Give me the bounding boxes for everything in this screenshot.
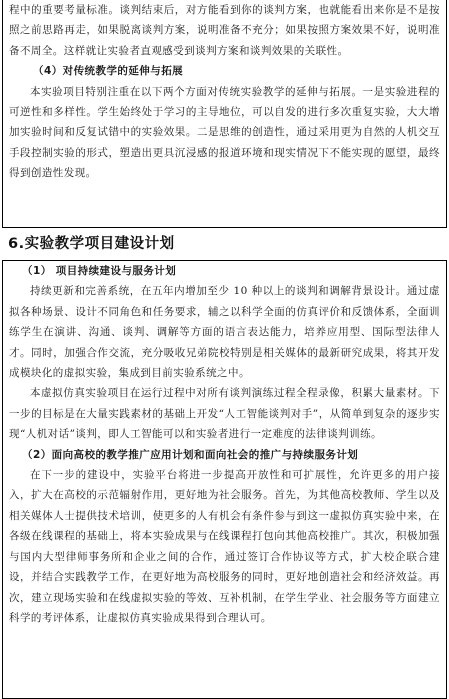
subheading-continuous-construction: （1） 项目持续建设与服务计划: [22, 265, 177, 277]
section-title: 6.实验教学项目建设计划: [8, 236, 175, 252]
bottom-content-box: [2, 260, 447, 699]
paragraph-system-update: 持续更新和完善系统，在五年内增加至少 10 种以上的谈判和调解背景设计。通过虚拟各种场景、设计不同角色和任务要求，辅之以科学全面的仿真评价和反馈体系，全面训练学生在演讲、沟通、谈判、调解等方面的语言表达能力，培养应用型、国际型法律人才。同时，加强合作交流，充分吸收兄弟院校特别是相关媒体的最新研究成果，将其开发成模块化的虚拟实验，集成到目前实验系统之中。: [9, 285, 440, 380]
top-content-box: [2, 0, 447, 228]
paragraph-ai-opponent: 本虚拟仿真实验项目在运行过程中对所有谈判演练过程全程录像，积累大量素材。下一步的目标是在大量实践素材的基础上开发“人工智能谈判对手”，从简单到复杂的逐步实现“人机对话”谈判，即人工智能可以和实验者进行一定难度的法律谈判训练。: [9, 387, 440, 441]
subheading-extension: （4）对传统教学的延伸与拓展: [33, 65, 184, 78]
paragraph-extension: 本实验项目特别注重在以下两个方面对传统实验教学的延伸与拓展。一是实验进程的可逆性和多样性。学生始终处于学习的主导地位，可以自发的进行多次重复实验，大大增加实验时间和反复试错中的实验效果。二是思维的创造性，通过采用更为自然的人机交互手段控制实验的形式，塑造出更具沉浸感的报道环境和现实情况下不能实现的愿望，最终得到创造性发现。: [9, 85, 440, 180]
subheading-promotion-plan: （2）面向高校的教学推广应用计划和面向社会的推广与持续服务计划: [22, 448, 359, 461]
paragraph-negotiation-evaluation: 程中的重要考量标准。谈判结束后，对方能看到你的谈判方案，也就能看出来你是不是按照之前思路再走，如果脱离谈判方案，说明准备不充分；如果按照方案效果不好，说明准备不周全。这样就让实验者直观感受到谈判方案和谈判效果的关联性。: [9, 4, 440, 57]
paragraph-promotion: 在下一步的建设中，实验平台将进一步提高开放性和可扩展性，允许更多的用户接入，扩大在高校的示范辐射作用，更好地为社会服务。首先，为其他高校教师、学生以及相关媒体人士提供技术培训，使更多的人有机会有条件参与到这一虚拟仿真实验中来，在各级在线课程的基础上，将本实验成果与在线课程打包向其他高校推广。其次，积极加强与国内大型律师事务所和企业之间的合作，通过签订合作协议等方式，扩大校企联合建设，并结合实践教学工作，在更好地为高校服务的同时，更好地创造社会和经济效益。再次，建立现场实验和在线虚拟实验的等效、互补机制，在学生学业、社会服务等方面建立科学的考评体系，让虚拟仿真实验成果得到合理认可。: [9, 469, 440, 624]
